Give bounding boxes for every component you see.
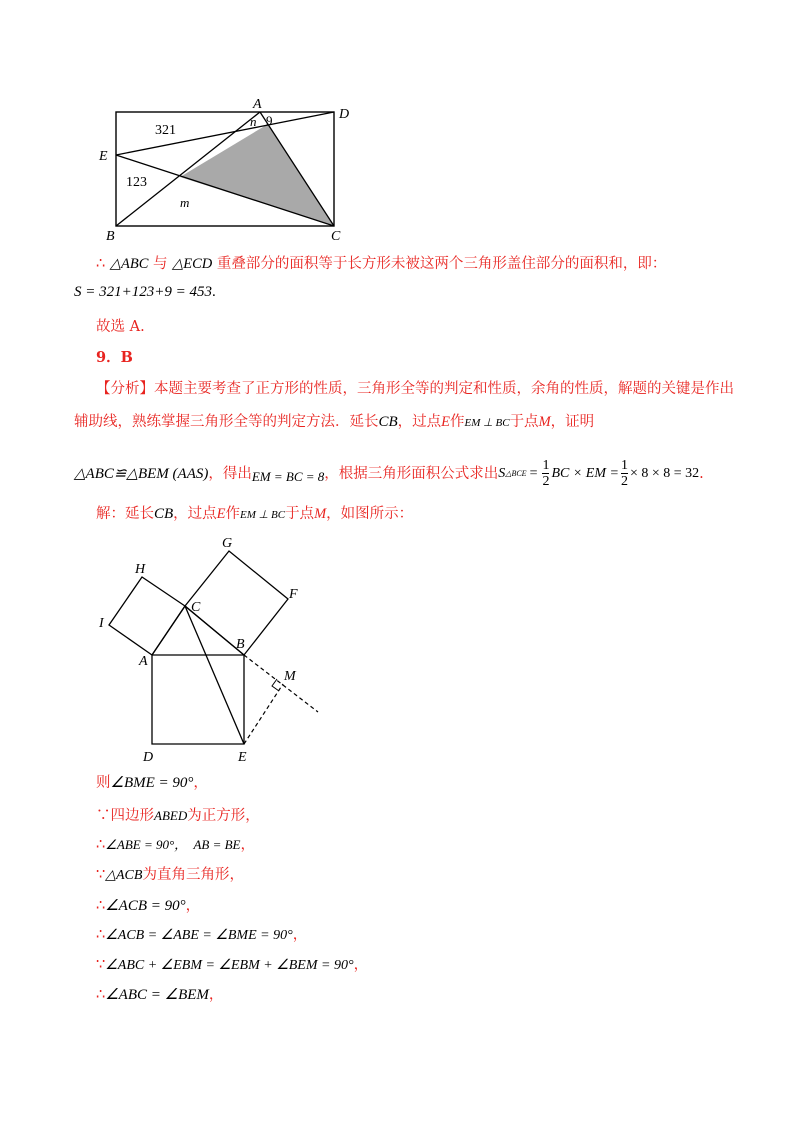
analysis-text-3b: ，得出 [208,465,252,482]
fig1-label-n: n [250,114,257,129]
analysis-text-2d: 于点 [509,414,539,430]
step-1-sym: 则 [96,775,111,791]
analysis-tag: 【分析】 [96,381,154,397]
fig2-label-m: M [284,669,296,684]
area-s-sub: △BCE [505,468,527,478]
analysis-point-m: M [538,414,551,430]
step-4-tail: 为直角三角形， [142,867,244,883]
overlap-text: 重叠部分的面积等于长方形未被这两个三角形盖住部分的面积和，即： [216,256,667,272]
step-6-math: ∠ACB = ∠ABE = ∠BME = 90° [105,928,293,943]
step-2-tail: 为正方形， [187,808,260,824]
step-4-sym: ∵ [96,867,106,883]
fig1-label-d: D [339,107,350,122]
extension-cb-dashed [244,655,318,712]
solution-em-perp-bc: EM ⊥ BC [240,509,286,521]
solution-text-d: 于点 [285,506,315,522]
step-7-sym: ∵ [96,957,106,973]
fig1-label-321: 321 [155,123,176,138]
analysis-line-3 [74,458,704,489]
fig1-label-e: E [99,149,108,164]
square-abed [152,655,244,744]
shaded-overlap-region [180,124,334,226]
solution-point-e: E [216,506,226,522]
proof-step-4 [96,865,244,886]
step-6-sym: ∴ [96,927,106,943]
step-8-sym: ∴ [96,987,106,1003]
step-3-tail: ， [240,837,255,853]
triangle-abc: △ABC [109,256,149,272]
solution-text-a: 解：延长 [96,506,154,522]
analysis-em-eq-bc: EM = BC = 8 [251,468,325,484]
proof-step-2 [96,806,260,826]
proof-step-7 [96,955,368,976]
fig1-label-m: m [180,195,190,210]
area-s: S [498,465,506,481]
analysis-text-2a: 辅助线，熟练掌握三角形全等的判定方法．延长 [74,414,379,430]
fig2-label-g: G [222,536,233,551]
analysis-em-perp-bc: EM ⊥ BC [464,417,510,429]
line-overlap-statement [96,254,666,274]
proof-step-3 [96,835,255,855]
segment-ce [185,606,244,744]
proof-step-8 [96,985,223,1005]
fraction-half-1 [542,458,549,489]
fig2-label-d: D [143,750,154,765]
area-formula [498,458,699,489]
step-4-math: △ACB [105,868,143,883]
analysis-text-3d: ，根据三角形面积公式求出 [324,465,499,482]
step-5-tail: ， [185,898,201,914]
area-mid: BC × EM = [551,465,619,481]
frac1-den: 2 [542,474,550,489]
word-and: 与 [153,256,168,272]
fig2-label-i: I [99,616,104,631]
fig1-label-b: B [106,229,115,242]
figure-squares-triangle [95,530,330,770]
solution-point-m: M [314,506,327,522]
fig1-label-c: C [331,229,341,242]
analysis-text-2e: ，证明 [550,414,595,430]
analysis-dot: . [699,465,704,482]
fig1-label-123: 123 [126,175,147,190]
step-2-math: ABED [154,808,188,823]
area-end: × 8 × 8 = 32 [629,465,700,481]
area-equation-end: . [212,284,216,300]
step-1-math: ∠BME = 90° [110,775,194,791]
solution-text-f: ，如图所示： [326,506,414,522]
triangle-ecd: △ECD [172,256,213,272]
frac2-den: 2 [620,474,628,489]
segment-ed [116,112,334,155]
proof-step-6 [96,925,307,946]
fig1-label-a: A [253,97,262,112]
fig2-label-a: A [139,654,148,669]
analysis-congruence: △ABC≌△BEM (AAS) [74,465,209,482]
step-1-tail: ， [193,775,208,791]
proof-step-1 [96,773,208,793]
frac1-num: 1 [542,458,550,473]
answer-choice-line: 故选 A. [96,319,145,335]
analysis-point-e: E [441,414,451,430]
step-8-math: ∠ABC = ∠BEM [105,987,209,1003]
step-5-sym: ∴ [96,898,106,914]
segment-em-dashed [244,684,283,744]
analysis-text-1: 本题主要考查了正方形的性质，三角形全等的判定和性质，余角的性质，解题的关键是作出 [154,381,734,397]
analysis-line-2 [74,412,594,433]
figure-rectangle-triangles [95,92,365,242]
analysis-cb: CB [378,414,398,430]
area-equation-expr: S = 321+123+9 = 453 [74,284,212,300]
fraction-half-2 [621,458,628,489]
step-2-pre: 四边形 [110,808,154,824]
fig1-label-9: 9 [266,113,273,128]
therefore-symbol: ∴ [96,256,106,272]
question-9-answer: 9．B [96,349,133,366]
area-equation [74,284,216,301]
solution-text-c: 作 [225,506,241,522]
step-7-math: ∠ABC + ∠EBM = ∠EBM + ∠BEM = 90° [105,958,354,973]
step-5-math: ∠ACB = 90° [105,898,186,914]
step-3-math: ∠ABE = 90°， AB = BE [105,837,241,852]
step-7-tail: ， [353,957,369,973]
proof-step-5 [96,896,200,916]
frac2-num: 1 [620,458,628,473]
fig2-label-e: E [238,750,247,765]
solution-cb: CB [154,506,174,522]
step-8-tail: ， [208,987,224,1003]
step-2-sym: ∵ [96,808,111,824]
analysis-line-1 [96,379,734,399]
solution-line [96,504,413,525]
analysis-text-2c: 作 [450,414,465,430]
fig2-label-b: B [236,637,245,652]
analysis-text-2b: ，过点 [397,414,442,430]
step-6-tail: ， [292,927,308,943]
fig2-label-f: F [289,587,298,602]
step-3-sym: ∴ [96,837,106,853]
fig2-label-c: C [191,600,201,615]
area-eq1: = [529,465,538,481]
square-aihc [109,577,185,655]
solution-text-b: ，过点 [173,506,217,522]
fig2-label-h: H [135,562,146,577]
